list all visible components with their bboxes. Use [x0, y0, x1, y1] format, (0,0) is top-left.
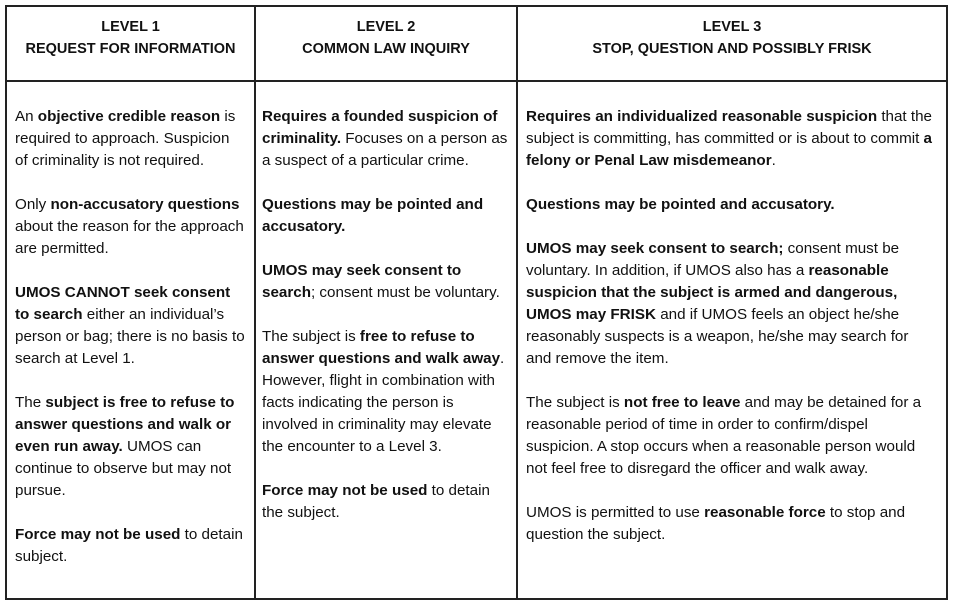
body-text: to detain the subject.: [262, 482, 490, 521]
level-1-title: REQUEST FOR INFORMATION: [25, 41, 236, 57]
body-text: UMOS can continue to observe but may not pursue.: [15, 438, 232, 499]
header-row: [6, 6, 947, 81]
body-text: Focuses on a person as a suspect of a particular crime.: [262, 130, 508, 169]
level-1-paragraph: [15, 282, 246, 370]
level-3-paragraph: [526, 238, 936, 370]
emphasis-text: free to refuse to answer questions and walk away: [262, 328, 501, 367]
level-3-paragraph: [526, 502, 936, 546]
body-text: consent must be voluntary. In addition, if UMOS also has a: [526, 240, 900, 279]
body-row: [6, 81, 947, 599]
body-text: about the reason for the approach are permitted.: [15, 218, 244, 257]
emphasis-text: UMOS may seek consent to search: [262, 262, 462, 301]
emphasis-text: objective credible reason: [37, 108, 221, 125]
emphasis-text: Requires a founded suspicion of criminality.: [262, 108, 498, 147]
level-1-paragraph: [15, 392, 246, 502]
body-text: ; consent must be voluntary.: [310, 284, 500, 301]
body-text: and may be detained for a reasonable period of time in order to confirm/dispel suspicion. A stop occurs when a reasonable person would not feel free to disregard the officer and walk away.: [526, 394, 922, 477]
emphasis-text: reasonable force: [704, 504, 826, 521]
body-text: Only: [15, 196, 51, 213]
level-2-header: [255, 6, 517, 81]
body-text: UMOS is permitted to use: [526, 504, 705, 521]
level-2-paragraph: [262, 106, 508, 172]
body-text: The subject is: [526, 394, 624, 411]
emphasis-text: subject is free to refuse to answer questions and walk or even run away.: [15, 394, 235, 455]
emphasis-text: Requires an individualized reasonable suspicion: [526, 108, 878, 125]
level-3-label: LEVEL 3: [702, 19, 762, 35]
level-3-header: [517, 6, 947, 81]
body-text: The: [15, 394, 46, 411]
level-1-header: [6, 6, 255, 81]
level-2-label: LEVEL 2: [356, 19, 416, 35]
body-text: that the subject is committing, has committed or is about to commit: [526, 108, 932, 147]
emphasis-text: UMOS may seek consent to search;: [526, 240, 784, 257]
level-2-title: COMMON LAW INQUIRY: [302, 41, 470, 57]
level-1-label: LEVEL 1: [101, 19, 160, 35]
body-text: An: [15, 108, 38, 125]
emphasis-text: Questions may be pointed and accusatory.: [526, 196, 835, 213]
level-1-paragraph: [15, 524, 246, 568]
emphasis-text: Questions may be pointed and accusatory.: [262, 196, 484, 235]
level-2-paragraph: [262, 480, 508, 524]
level-2-paragraph: [262, 194, 508, 238]
level-2-paragraph: [262, 260, 508, 304]
emphasis-text: non-accusatory questions: [50, 196, 240, 213]
level-1-paragraph: [15, 106, 246, 172]
body-text: and if UMOS feels an object he/she reasonably suspects is a weapon, he/she may search for and remove the item.: [526, 306, 909, 367]
emphasis-text: Force may not be used: [262, 482, 428, 499]
emphasis-text: reasonable suspicion that the subject is armed and dangerous, UMOS may FRISK: [526, 262, 898, 323]
level-1-paragraph: [15, 194, 246, 260]
level-3-paragraph: [526, 106, 936, 172]
level-3-title: STOP, QUESTION AND POSSIBLY FRISK: [592, 41, 872, 57]
body-text: The subject is: [262, 328, 360, 345]
body-text: to stop and question the subject.: [526, 504, 906, 543]
body-text: is required to approach. Suspicion of criminality is not required.: [15, 108, 236, 169]
body-text: either an individual’s person or bag; there is no basis to search at Level 1.: [15, 306, 245, 367]
emphasis-text: a felony or Penal Law misdemeanor: [526, 130, 932, 169]
level-1-body: [6, 81, 255, 599]
level-3-paragraph: [526, 392, 936, 480]
body-text: . However, flight in combination with facts indicating the person is involved in criminality may elevate the encounter to a Level 3.: [262, 350, 505, 455]
emphasis-text: Force may not be used: [15, 526, 181, 543]
emphasis-text: UMOS CANNOT seek consent to search: [15, 284, 231, 323]
body-text: .: [771, 152, 776, 169]
level-3-paragraph: [526, 194, 936, 216]
level-3-body: [517, 81, 947, 599]
body-text: to detain subject.: [15, 526, 243, 565]
encounter-levels-table: [5, 5, 948, 600]
level-2-paragraph: [262, 326, 508, 458]
emphasis-text: not free to leave: [623, 394, 741, 411]
level-2-body: [255, 81, 517, 599]
